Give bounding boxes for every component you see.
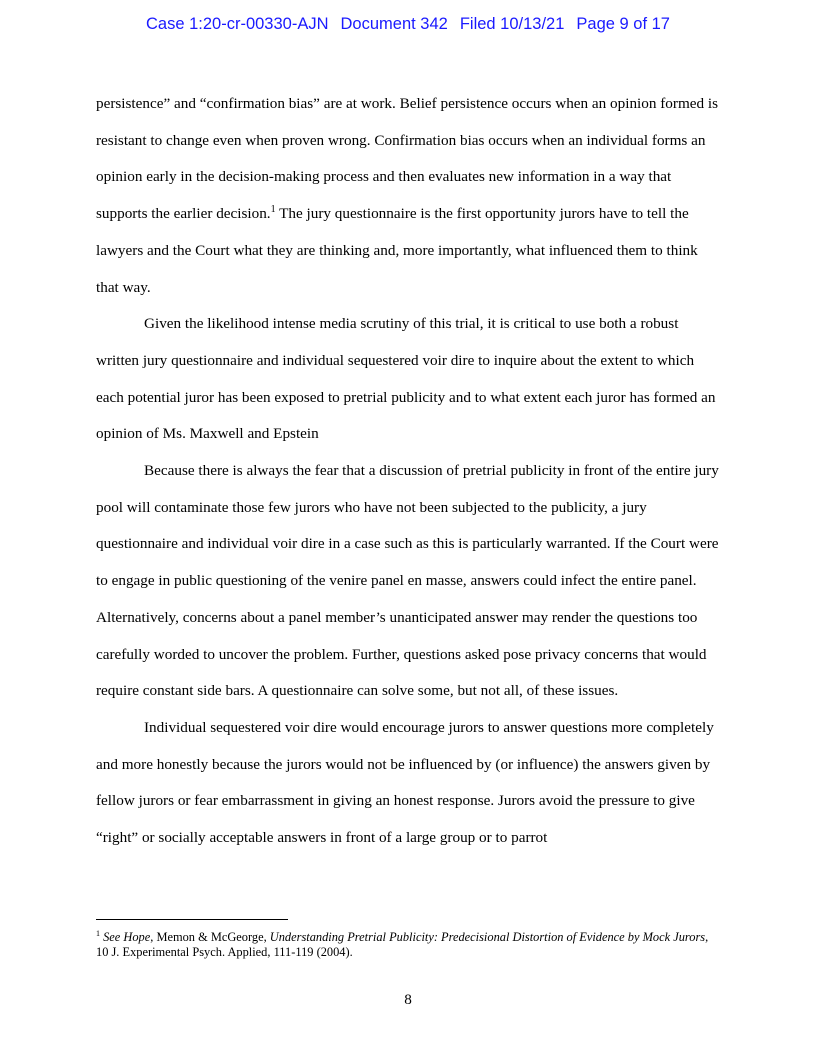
- page-number: 8: [404, 991, 412, 1008]
- paragraph-4: Individual sequestered voir dire would encourage jurors to answer questions more completely and more honestly because the jurors would not be influenced by (or influence) the answers given by fellow jurors or fear embarrassment in giving an honest response. Jurors avoid the pressure to give “right” or socially acceptable answers in front of a large group or to parrot: [96, 718, 714, 847]
- footnote-authors: , Memon & McGeorge,: [150, 930, 270, 944]
- case-number: Case 1:20-cr-00330-AJN: [146, 15, 329, 33]
- paragraph-2: Given the likelihood intense media scrutiny of this trial, it is critical to use both a robust written jury questionnaire and individual sequestered voir dire to inquire about the extent to which each potential juror has been exposed to pretrial publicity and to what extent each juror has formed an opinion of Ms. Maxwell and Epstein: [96, 315, 716, 443]
- body-text: [96, 86, 720, 857]
- filed-date: Filed 10/13/21: [459, 15, 565, 33]
- footnote-signal: See Hope: [103, 930, 151, 944]
- case-header: [0, 15, 816, 34]
- paragraph-1-text-a: persistence” and “confirmation bias” are at work. Belief persistence occurs when an opinion formed is resistant to change even when proven wrong. Confirmation bias occurs when an individual forms an opinion early in the decision-making process and then evaluates new information in a way that supports the earlier decision.: [96, 95, 719, 223]
- footnote-reference[interactable]: 1: [270, 204, 276, 216]
- footnote-article-title: Understanding Pretrial Publicity: Predecisional Distortion of Evidence by Mock Jurors: [269, 930, 706, 944]
- paragraph-3: Because there is always the fear that a discussion of pretrial publicity in front of the entire jury pool will contaminate those few jurors who have not been subjected to the publicity, a jury questionnaire and individual voir dire in a case such as this is particularly warranted. If the Court were to engage in public questioning of the venire panel en masse, answers could infect the entire panel. Alternatively, concerns about a panel member’s unanticipated answer may render the questions too carefully worded to uncover the problem. Further, questions asked pose privacy concerns that would require constant side bars. A questionnaire can solve some, but not all, of these issues.: [96, 462, 719, 700]
- paragraph-1-text-b: The jury questionnaire is the first opportunity jurors have to tell the lawyers and the Court what they are thinking and, more importantly, what influenced them to think that way.: [96, 205, 698, 296]
- footnote: [96, 930, 722, 960]
- paragraph-1: [96, 86, 720, 306]
- page-count: Page 9 of 17: [576, 15, 670, 33]
- document-number: Document 342: [340, 15, 448, 33]
- footnote-citation: , 10 J. Experimental Psych. Applied, 111-119 (2004).: [96, 930, 709, 959]
- footnote-marker: 1: [96, 928, 100, 938]
- footnote-divider: [96, 919, 288, 920]
